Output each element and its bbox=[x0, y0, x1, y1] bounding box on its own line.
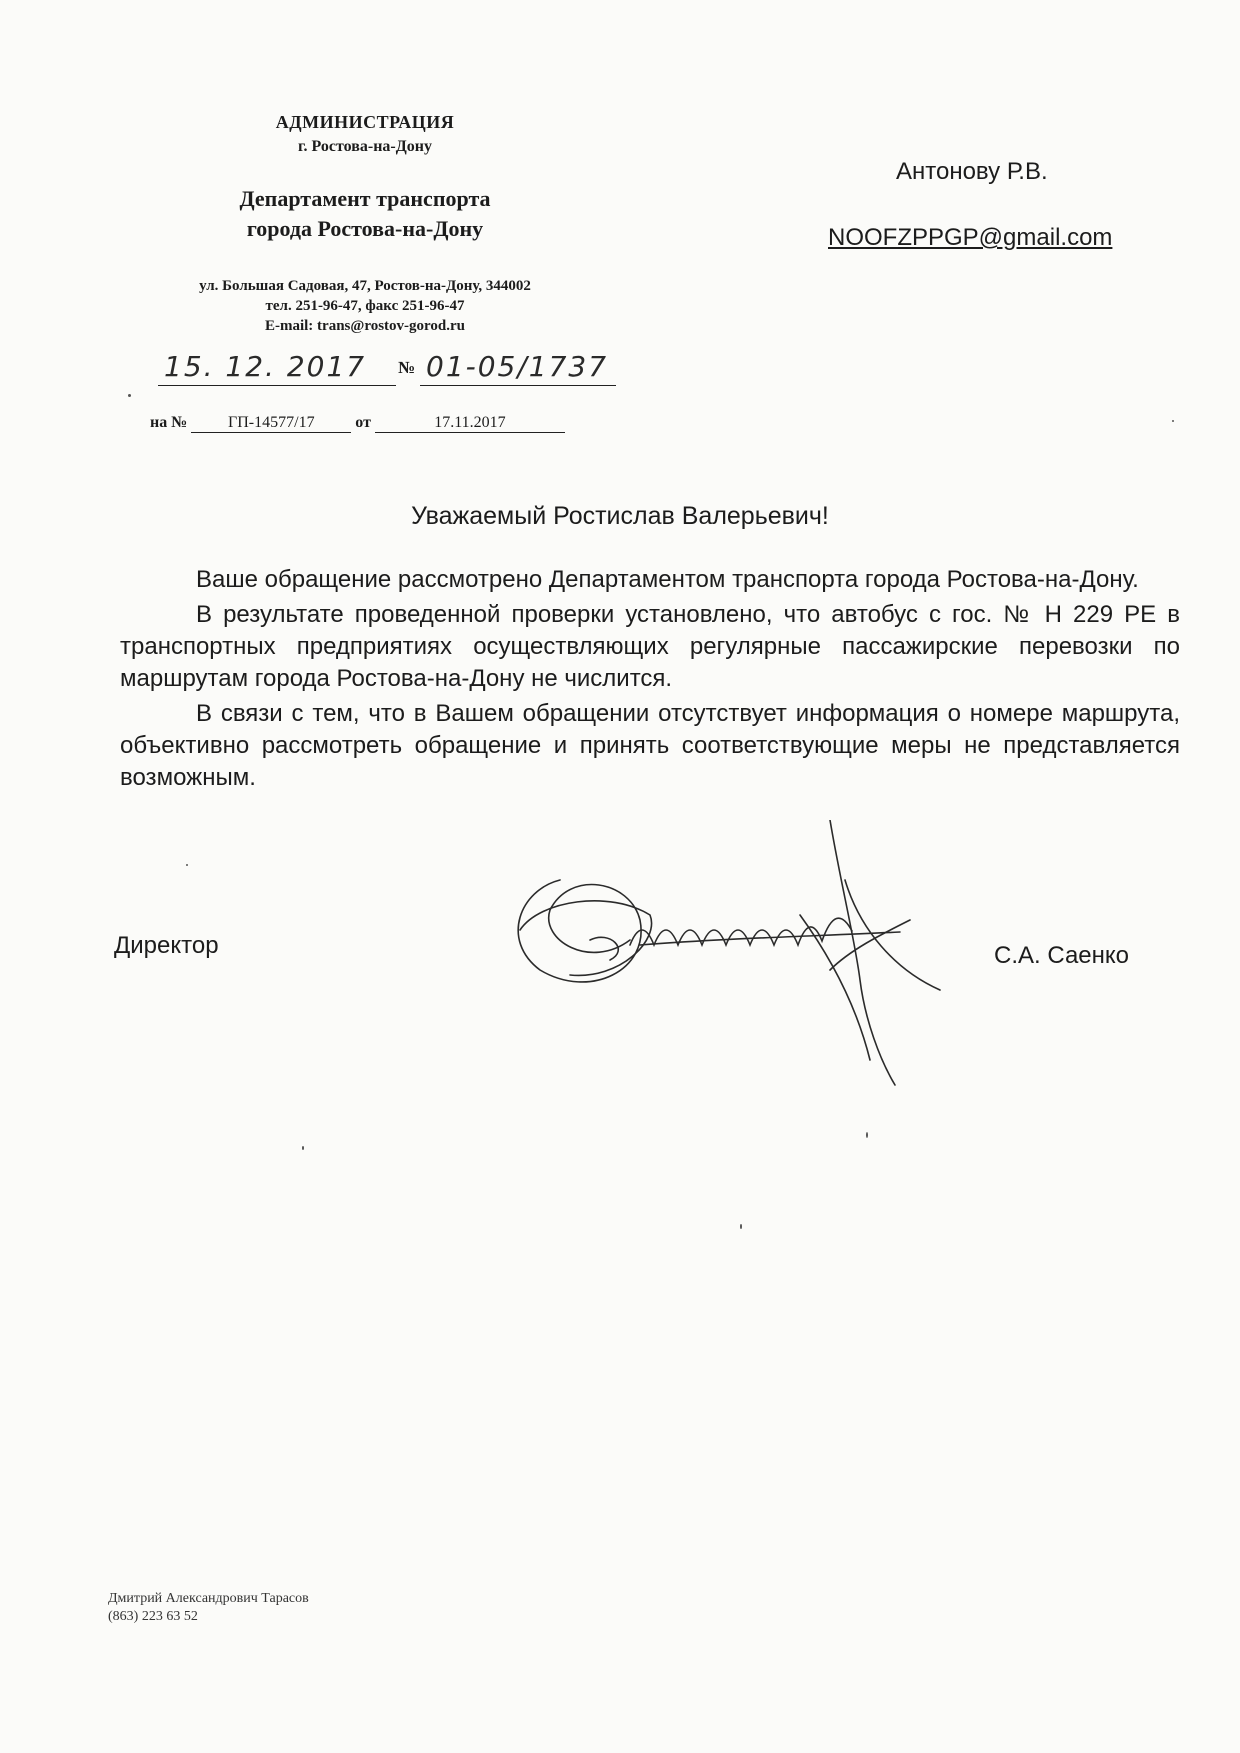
registration-date-underline bbox=[158, 385, 396, 386]
scan-speck bbox=[740, 1224, 742, 1229]
reference-label: на № bbox=[150, 414, 188, 431]
handwritten-signature bbox=[500, 820, 990, 1090]
reference-date: 17.11.2017 bbox=[375, 414, 565, 433]
scan-speck bbox=[186, 864, 188, 866]
registration-number-underline bbox=[420, 385, 616, 386]
sender-address: ул. Большая Садовая, 47, Ростов-на-Дону, 344002 bbox=[199, 278, 531, 294]
executor-phone: (863) 223 63 52 bbox=[108, 1609, 198, 1624]
executor-block bbox=[108, 1590, 309, 1626]
reference-number: ГП-14577/17 bbox=[191, 414, 351, 433]
sender-city: г. Ростова-на-Дону bbox=[298, 138, 432, 155]
registration-line bbox=[158, 352, 618, 386]
scan-speck bbox=[1172, 420, 1174, 422]
scan-speck bbox=[866, 1132, 868, 1138]
registration-number-sign: № bbox=[398, 358, 416, 377]
reference-line bbox=[150, 414, 565, 433]
executor-name: Дмитрий Александрович Тарасов bbox=[108, 1591, 309, 1606]
sender-department-line1: Департамент транспорта bbox=[239, 186, 491, 211]
sender-department-line2: города Ростова-на-Дону bbox=[246, 216, 484, 241]
letter-greeting: Уважаемый Ростислав Валерьевич! bbox=[411, 502, 829, 530]
reference-from-label: от bbox=[355, 414, 371, 431]
registration-number: 01-05/1737 bbox=[426, 350, 609, 383]
letter-paragraph-2: В результате проведенной проверки установлено, что автобус с гос. № Н 229 РЕ в транспортных предприятиях осуществляющих регулярные пассажирские перевозки по маршрутам города Ростова-на-Дону не числится. bbox=[120, 601, 1180, 692]
signatory-role: Директор bbox=[114, 932, 219, 959]
scan-speck bbox=[302, 1146, 304, 1150]
sender-phone-fax: тел. 251-96-47, факс 251-96-47 bbox=[265, 298, 465, 314]
addressee-email: NOOFZPPGP@gmail.com bbox=[828, 224, 1113, 251]
signatory-name: С.А. Саенко bbox=[994, 942, 1130, 969]
letter-paragraph-3: В связи с тем, что в Вашем обращении отсутствует информация о номере маршрута, объективно рассмотреть обращение и принять соответствующие меры не представляется возможным. bbox=[120, 700, 1180, 791]
letter-paragraph-1: Ваше обращение рассмотрено Департаментом транспорта города Ростова-на-Дону. bbox=[196, 566, 1139, 593]
sender-administration: АДМИНИСТРАЦИЯ bbox=[275, 112, 455, 132]
registration-date: 15. 12. 2017 bbox=[164, 350, 367, 383]
sender-email: E-mail: trans@rostov-gorod.ru bbox=[264, 318, 466, 334]
letter-body bbox=[120, 564, 1180, 797]
scan-speck bbox=[128, 394, 131, 397]
addressee-name: Антонову Р.В. bbox=[896, 158, 1048, 185]
